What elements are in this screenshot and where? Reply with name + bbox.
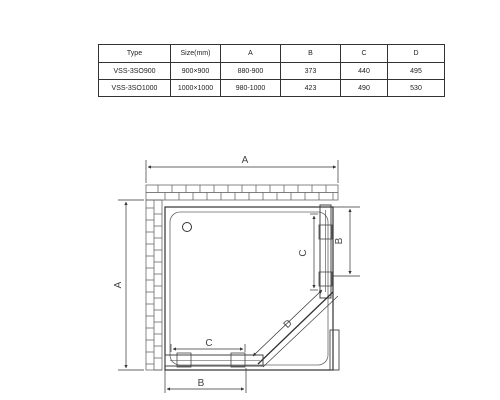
col-header-type: Type [99,45,171,63]
col-header-size: Size(mm) [171,45,221,63]
col-header-c: C [341,45,388,63]
label-a-left: A [113,281,124,289]
label-d-diagonal: D [281,317,295,331]
col-header-a: A [221,45,281,63]
left-brick-wall [146,200,162,370]
col-header-b: B [281,45,341,63]
label-a-top: A [241,155,249,166]
table-cell-d: 495 [388,63,445,80]
table-cell-a: 980-1000 [221,80,281,97]
table-cell-c: 490 [341,80,388,97]
top-brick-wall [146,185,338,200]
label-c-right: C [298,249,309,257]
table-cell-type: VSS-3SO900 [99,63,171,80]
table-cell-type: VSS-3SO1000 [99,80,171,97]
label-c-bottom: C [205,338,213,349]
corner-frame [330,330,339,370]
table-cell-size: 1000×1000 [171,80,221,97]
dimension-b-bottom [165,368,246,393]
table-cell-b: 423 [281,80,341,97]
dimension-c-right [310,214,318,290]
table-cell-b: 373 [281,63,341,80]
col-header-d: D [388,45,445,63]
label-b-right: B [334,237,345,245]
right-glass-panel [319,205,332,298]
table-cell-a: 880-900 [221,63,281,80]
table-cell-d: 530 [388,80,445,97]
diagonal-door [258,292,338,367]
drain-icon [183,223,192,232]
table-cell-size: 900×900 [171,63,221,80]
shower-tray [165,207,333,370]
table-cell-c: 440 [341,63,388,80]
label-b-bottom: B [197,378,205,389]
